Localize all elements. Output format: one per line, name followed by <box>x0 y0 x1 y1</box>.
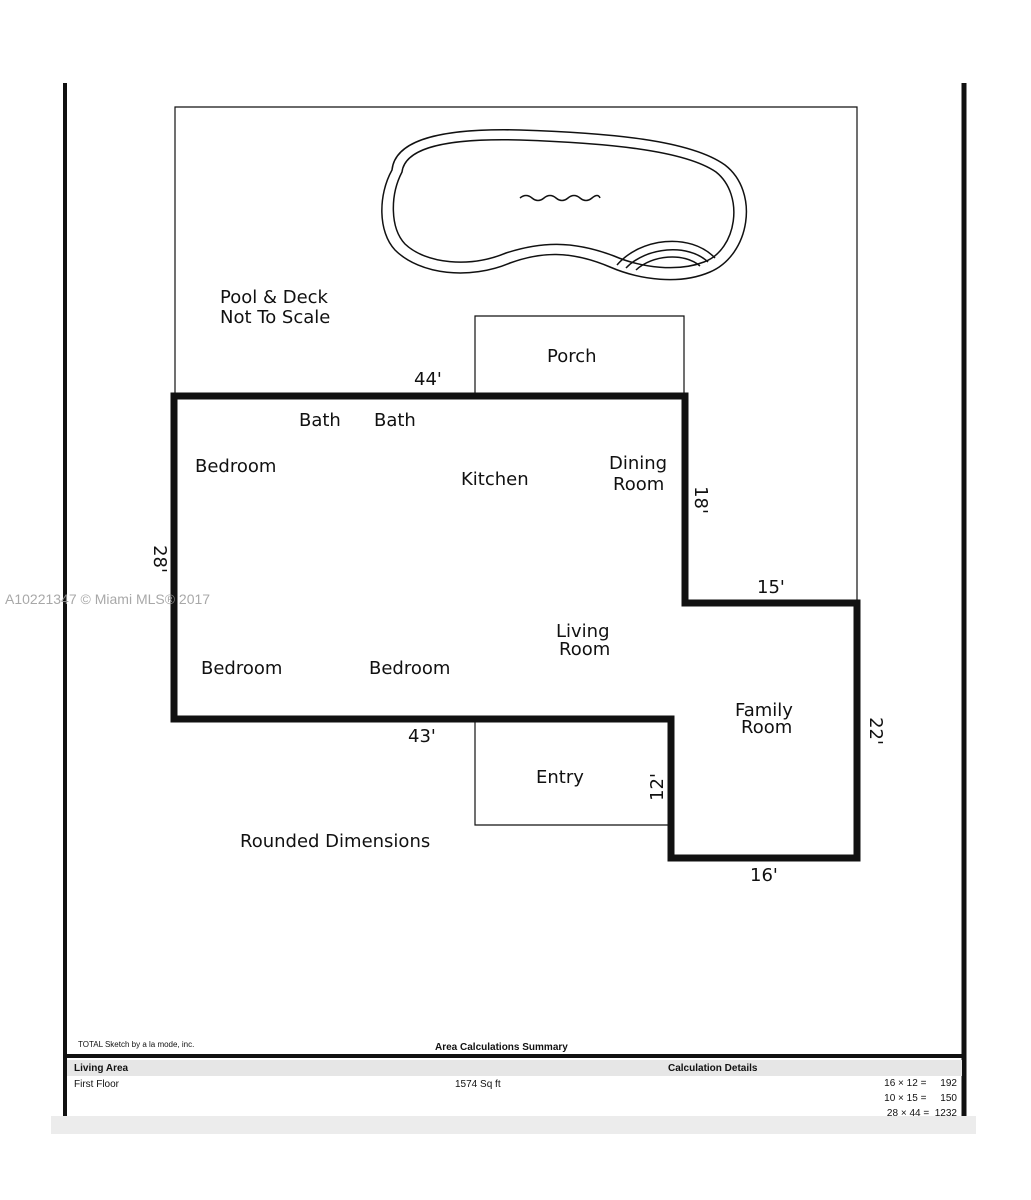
room-label-bedroom-bottom-middle: Bedroom <box>369 658 451 679</box>
room-label-porch: Porch <box>547 346 597 367</box>
mls-watermark: A10221347 © Miami MLS® 2017 <box>5 591 211 607</box>
room-label-family-line2: Room <box>741 717 793 738</box>
living-area-header: Living Area <box>74 1063 129 1074</box>
room-label-bath-1: Bath <box>299 410 341 431</box>
software-credit: TOTAL Sketch by a la mode, inc. <box>78 1040 195 1049</box>
dimension-dining-right: 18' <box>689 486 711 514</box>
footer-header-band <box>67 1060 962 1076</box>
dimension-bottom-right: 16' <box>750 865 778 886</box>
footer-bottom-band <box>51 1116 976 1134</box>
room-label-dining-line2: Room <box>613 474 665 495</box>
room-label-living-line1: Living <box>556 621 610 642</box>
calculation-line-1: 16 × 12 = 192 <box>884 1078 957 1089</box>
dimension-right: 22' <box>864 717 886 745</box>
calculation-line-2: 10 × 15 = 150 <box>884 1093 957 1104</box>
pool-note-line2: Not To Scale <box>220 307 331 328</box>
first-floor-area: 1574 Sq ft <box>455 1079 501 1090</box>
room-label-entry: Entry <box>536 767 584 788</box>
rounded-dimensions-note: Rounded Dimensions <box>240 831 431 852</box>
room-label-bath-2: Bath <box>374 410 416 431</box>
deck-outline <box>175 107 857 603</box>
room-label-kitchen: Kitchen <box>461 469 529 490</box>
dimension-bottom-left: 43' <box>408 726 436 747</box>
room-label-bedroom-top: Bedroom <box>195 456 277 477</box>
pool-shape <box>382 130 747 280</box>
room-label-living-line2: Room <box>559 639 611 660</box>
first-floor-label: First Floor <box>74 1079 119 1090</box>
calculation-details-header: Calculation Details <box>668 1063 758 1074</box>
room-label-dining-line1: Dining <box>609 453 668 474</box>
dimension-notch-top: 15' <box>757 577 785 598</box>
pool-note-line1: Pool & Deck <box>220 287 328 308</box>
area-summary-title: Area Calculations Summary <box>435 1042 568 1053</box>
calculation-line-3: 28 × 44 = 1232 <box>886 1108 957 1119</box>
room-label-bedroom-bottom-left: Bedroom <box>201 658 283 679</box>
room-label-family-line1: Family <box>735 700 793 721</box>
dimension-top: 44' <box>414 369 442 390</box>
living-area-outline <box>174 396 857 858</box>
dimension-entry-side: 12' <box>646 773 668 801</box>
dimension-left: 28' <box>148 545 170 573</box>
